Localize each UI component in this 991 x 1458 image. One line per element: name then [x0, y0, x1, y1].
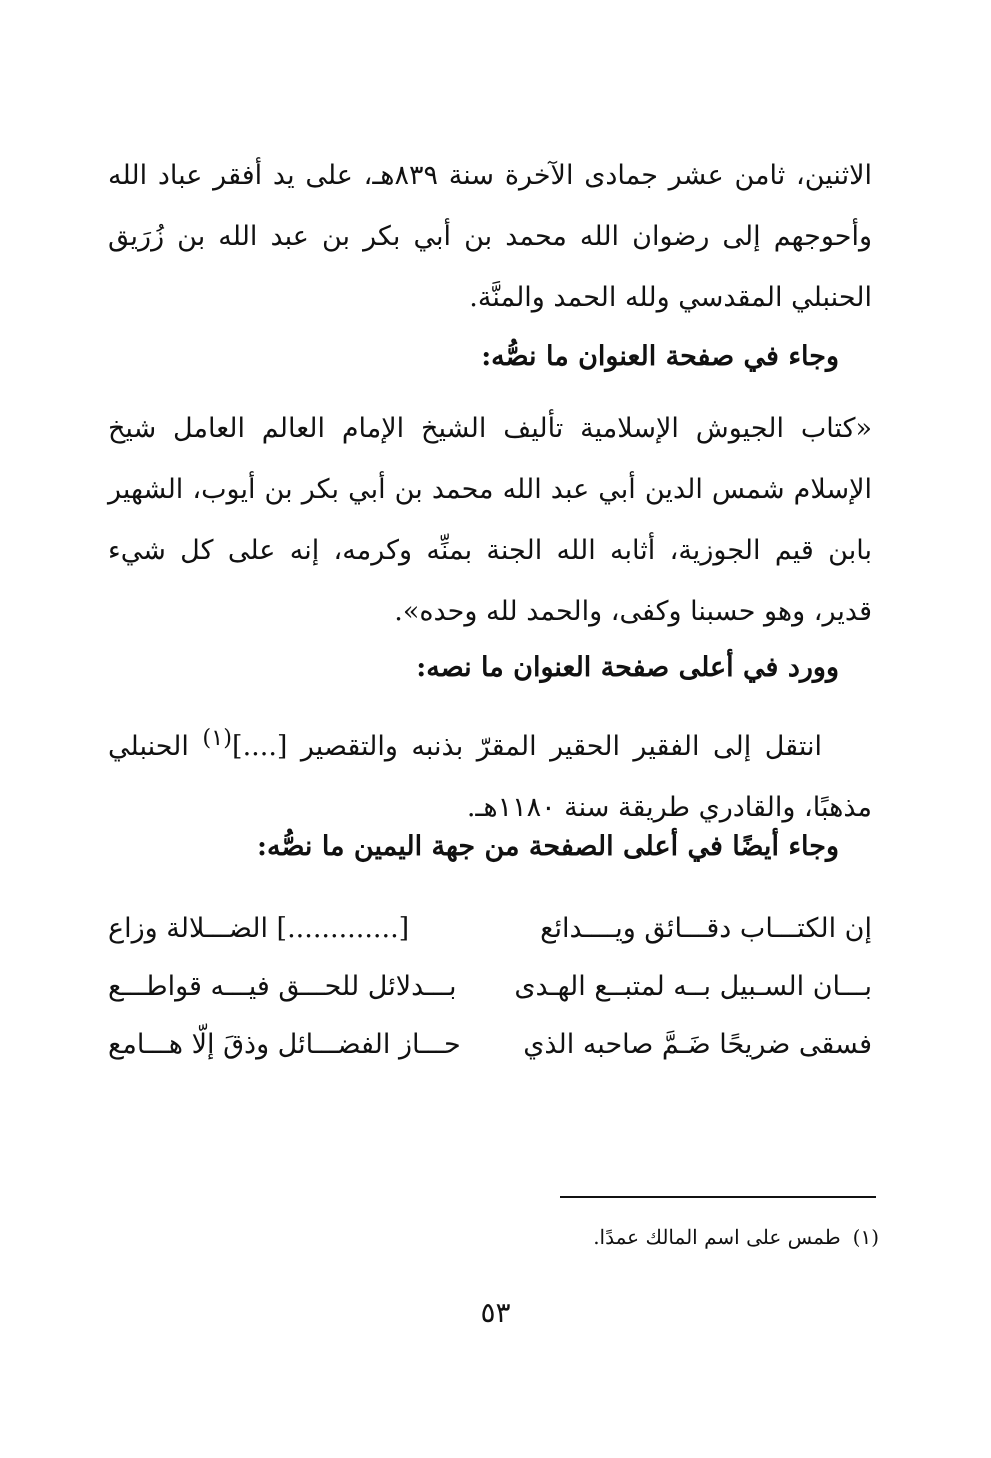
verse-second-hemistich: بـــدلائل للحـــق فيـــه قواطـــع: [108, 971, 457, 1002]
paragraph-colophon: الاثنين، ثامن عشر جمادى الآخرة سنة ٨٣٩هـ، على يد أفقر عباد الله وأحوجهم إلى رضوان الله محمد بن أبي بكر بن عبد الله بن زُرَيق الحنبلي المقدسي ولله الحمد والمنَّة.: [108, 160, 872, 313]
poem-verse: [108, 900, 872, 958]
footnote-divider: [560, 1196, 876, 1198]
verse-second-hemistich: [.............] الضـــلالة وزاع: [108, 913, 410, 944]
poem-verse: [108, 958, 872, 1016]
verse-first-hemistich: إن الكتـــاب دقـــائق ويــــدائع: [540, 913, 872, 944]
heading-title-page: وجاء في صفحة العنوان ما نصُّه:: [481, 341, 839, 372]
footnote: [593, 1222, 879, 1252]
poem-verse: [108, 1016, 872, 1074]
ownership-note-continuation: الحنبلي مذهبًا، والقادري طريقة سنة ١١٨٠هـ.: [108, 731, 872, 823]
paragraph-title-quote: «كتاب الجيوش الإسلامية تأليف الشيخ الإمام العالم العامل شيخ الإسلام شمس الدين أبي عبد الله محمد بن أبي بكر بن أيوب، الشهير بابن قيم الجوزية، أثابه الله الجنة بمنِّه وكرمه، إنه على كل شيء قدير، وهو حسبنا وكفى، والحمد لله وحده».: [108, 413, 872, 627]
footnote-number: (١): [852, 1225, 879, 1249]
verse-first-hemistich: بـــان السـبيل بــه لمتبــع الهـدى: [514, 971, 872, 1002]
poem: [108, 900, 872, 1074]
heading-right-side-note: وجاء أيضًا في أعلى الصفحة من جهة اليمين ما نصُّه:: [257, 831, 839, 862]
verse-second-hemistich: حـــاز الفضـــائل وذقَ إلّا هـــامع: [108, 1029, 461, 1060]
page-number: ٥٣: [480, 1296, 511, 1329]
heading-top-of-title-page: وورد في أعلى صفحة العنوان ما نصه:: [416, 652, 839, 683]
verse-first-hemistich: فسقى ضريحًا ضَـمَّ صاحبه الذي: [523, 1029, 872, 1060]
ownership-note-text: انتقل إلى الفقير الحقير المقرّ بذنبه والتقصير [....]: [232, 731, 822, 762]
footnote-marker: (١): [202, 725, 233, 751]
footnote-text: طمس على اسم المالك عمدًا.: [593, 1225, 841, 1249]
paragraph-ownership-note: [108, 708, 872, 838]
